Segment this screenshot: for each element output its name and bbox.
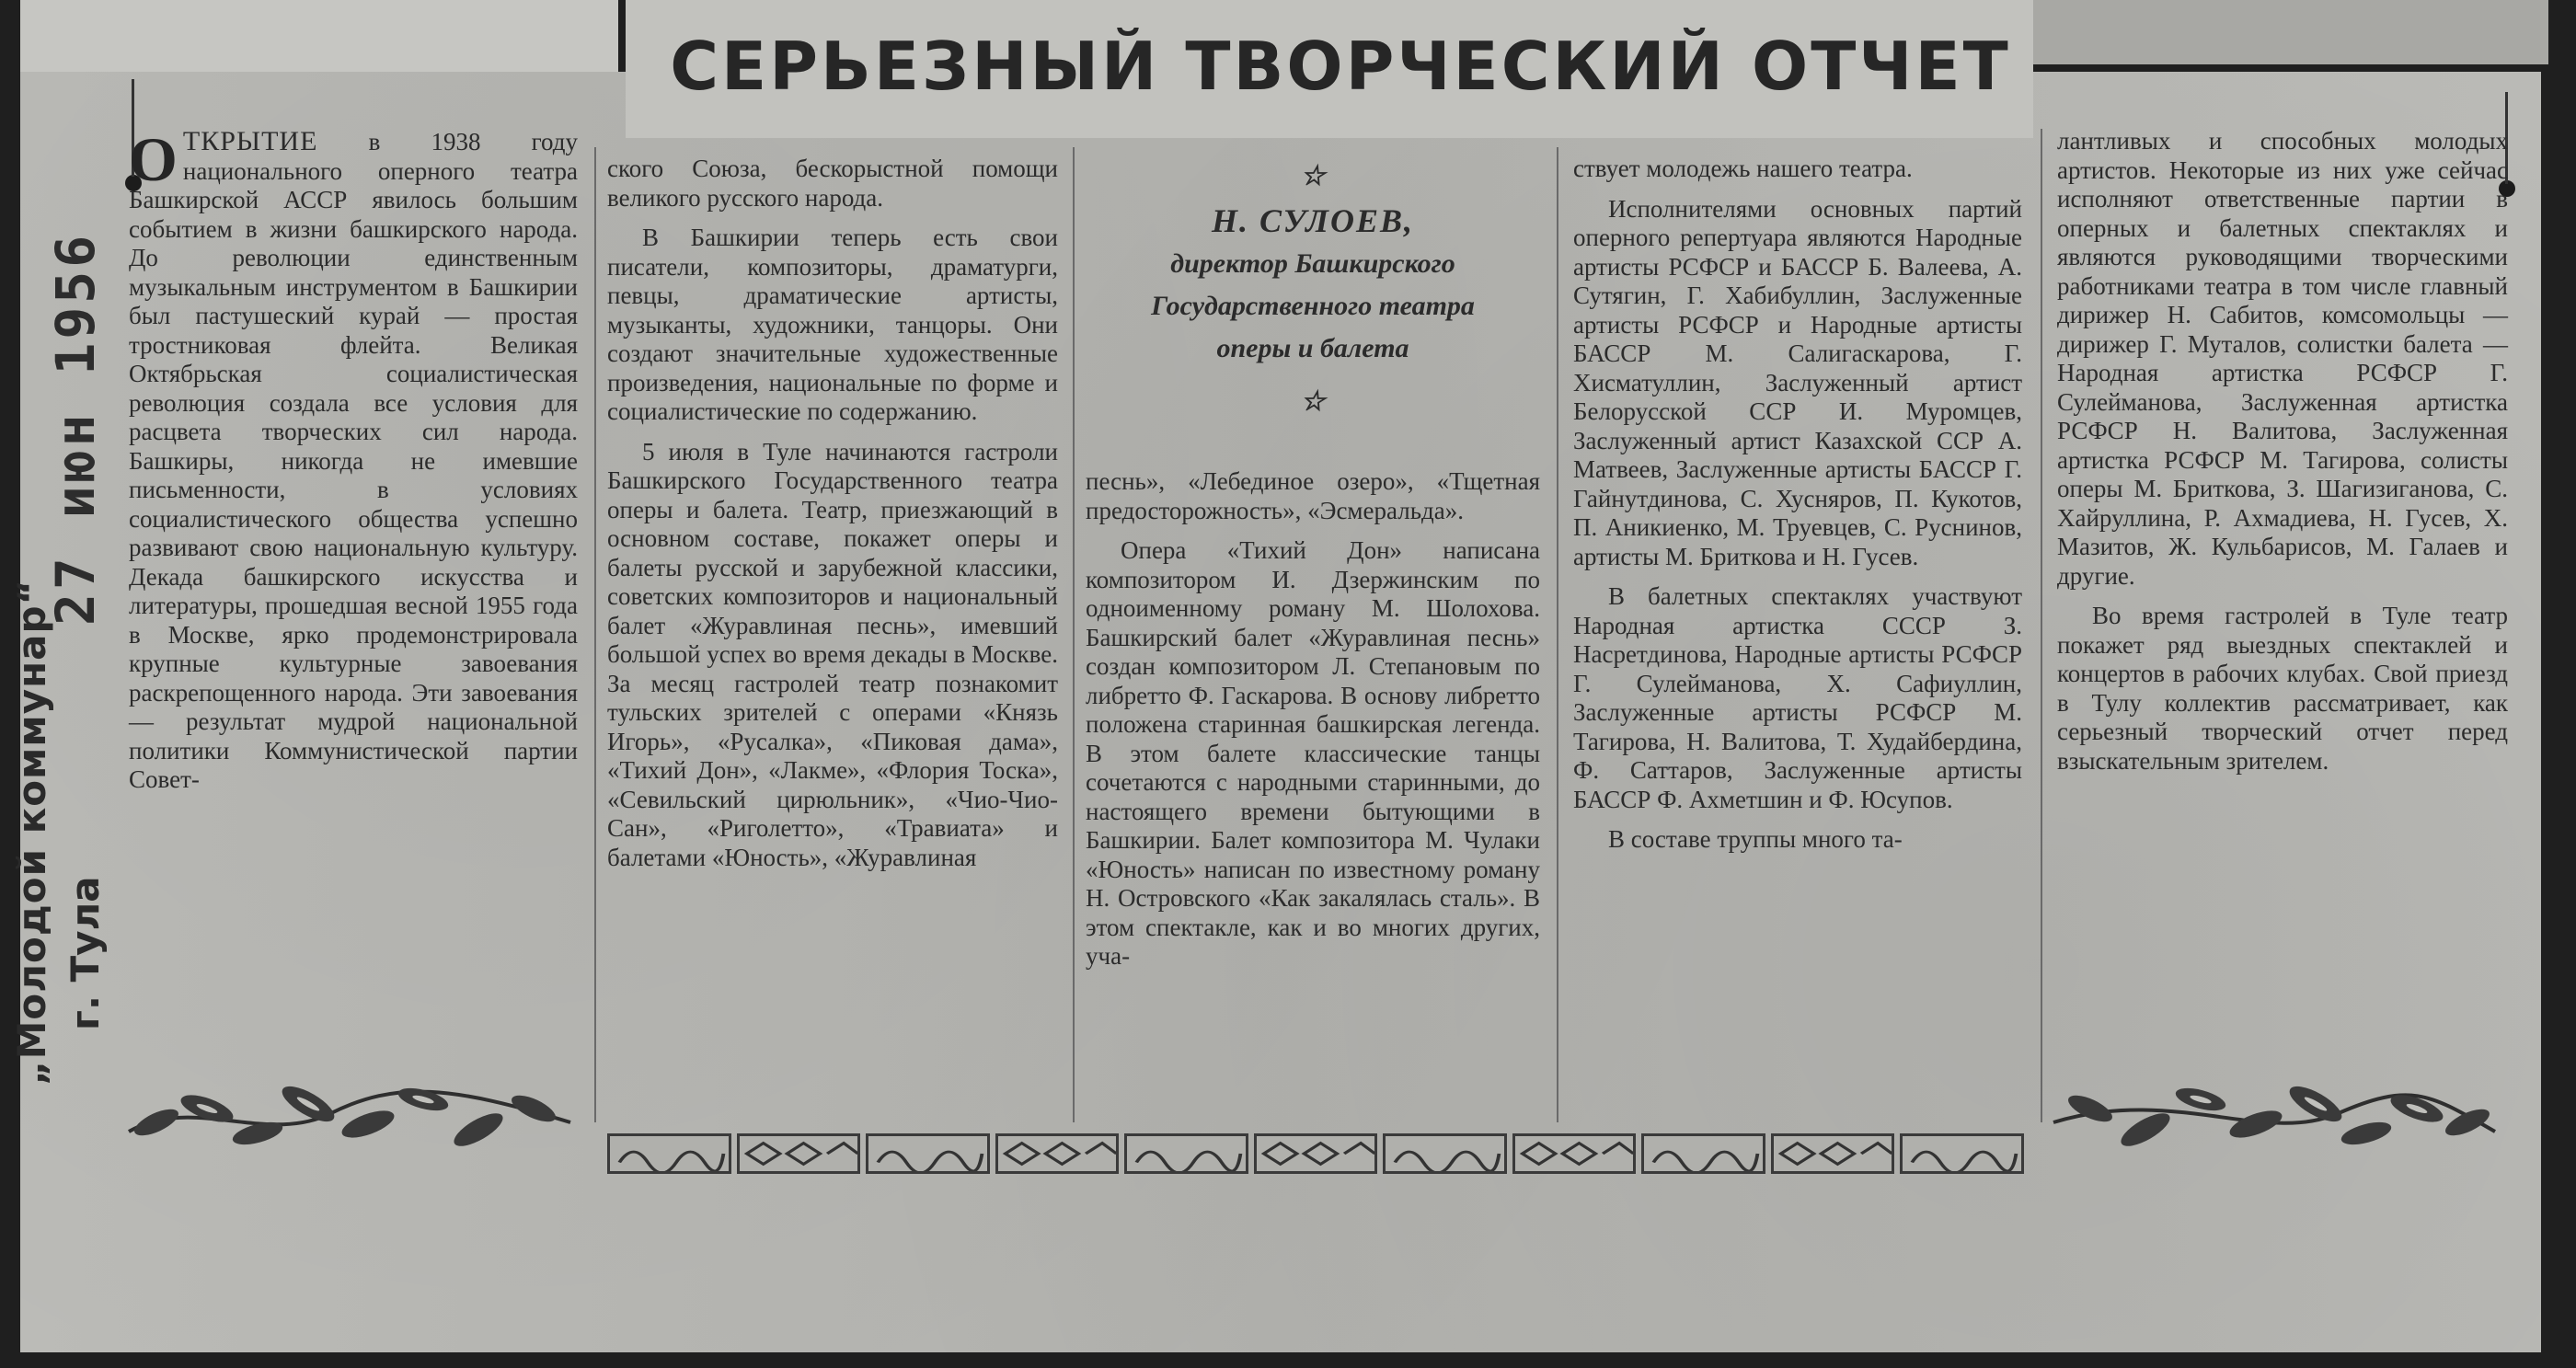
author-post-line-2: Государственного театра [1151,291,1475,321]
ornament-cell [1512,1133,1637,1174]
paragraph: Исполнителями основных партий оперного репертуара являются Народные артисты РСФСР и БАССР Б. Валеева, А. Сутягин, Г. Хабибуллин, Заслуженные артисты РСФСР и Народные артисты БАССР М. Салигаскарова, Г. Хисматуллин, Заслуженный артист Белорусской ССР И. Муромцев, Заслуженный артист Казахской ССР А. Матвеев, Заслуженные артисты БАССР Г. Гайнутдинова, С. Хусняров, П. Кукотов, П. Аникиенко, М. Труевцев, С. Руснинов, артисты М. Бриткова и Н. Гусев. [1573,194,2022,570]
column-rule-4 [2041,129,2042,1122]
paragraph: ского Союза, бескорыстной помощи великого русского народа. [607,155,1058,212]
ornament-cell [1641,1133,1765,1174]
ornament-cell [1254,1133,1378,1174]
ornament-cell [1124,1133,1248,1174]
ornament-cell [607,1133,731,1174]
paragraph: В составе труппы много та- [1608,825,1903,853]
ornament-cell [995,1133,1120,1174]
paragraph: В балетных спектаклях участвуют Народная артистка СССР З. Насретдинова, Народные артисты РСФСР Г. Сулейманова, Х. Сафиуллин, Заслуженные артисты РСФСР М. Тагирова, Н. Валитова, Т. Худайбердина, Ф. Саттаров, Заслуженные артисты БАССР Ф. Ахметшин и Ф. Юсупов. [1573,582,2022,813]
star-icon: ☆ [1300,386,1326,417]
author-post-line-3: оперы и балета [1216,333,1409,363]
paragraph: ствует молодежь нашего театра. [1573,155,1913,182]
ornament-cell [1900,1133,2024,1174]
ornament-cell [866,1133,990,1174]
column-rule-3 [1557,147,1558,1122]
clipping-edge-right [2033,0,2548,64]
article-column-2 [607,155,1058,872]
article-column-4 [1573,155,2022,855]
column-rule-2 [1073,147,1075,1122]
paragraph: в 1938 году национального оперного театра Башкирской АССР явилось большим событием в жизни башкирского народа. До революции единственным музыкальным инструментом в Башкирии был пастушеский курай — простая тростниковая флейта. Великая Октябрьская социалистическая революция создала все условия для расцвета творческих сил народа. Башкиры, никогда не имевшие письменности, в условиях социалистического общества успешно развивают свою национальную культуру. Декада башкирского искусства и литературы, прошедшая весной 1955 года в Москве, ярко продемонстрировала крупные культурные завоевания раскрепощенного народа. Эти завоевания — результат мудрой национальной политики Коммунистической партии Совет- [129,128,578,793]
article-column-1 [129,124,578,795]
author-post-line-1: директор Башкирского [1170,248,1455,279]
ornament-cell [737,1133,861,1174]
leaf-ornament-right [2044,1058,2504,1159]
column-rule-1 [594,147,596,1122]
ornament-cell [1383,1133,1507,1174]
ornament-cell [1771,1133,1895,1174]
headline: СЕРЬЕЗНЫЙ ТВОРЧЕСКИЙ ОТЧЕТ [670,28,2011,105]
article-column-3 [1086,467,1540,971]
paragraph: Во время гастролей в Туле театр покажет ряд выездных спектаклей и концертов в рабочих клубах. Свой приезд в Тулу коллектив рассматривает, как серьезный творческий отчет перед взыскательным зрителем. [2057,602,2508,775]
article-column-5 [2057,127,2508,776]
paragraph: В Башкирии теперь есть свои писатели, композиторы, драматурги, певцы, драматические артисты, музыканты, художники, танцоры. Они создают значительные художественные произведения, национальные по форме и социалистические по содержанию. [607,224,1058,425]
drop-cap: О [129,124,178,194]
paragraph: Опера «Тихий Дон» написана композитором И. Дзержинским по одноименному роману М. Шолохова. Башкирский балет «Журавлиная песнь» создан композитором Л. Степановым по либретто Ф. Гаскарова. В основу либретто положена старинная башкирская легенда. В этом балете классические танцы сочетаются с народными старинными, до настоящего времени бытующими в Башкирии. Балет композитора М. Чулаки «Юность» написан по известному роману Н. Островского «Как закалялась сталь». В этом спектакле, как и во многих других, уча- [1086,536,1540,970]
paragraph: песнь», «Лебединое озеро», «Тщетная предосторожность», «Эсмеральда». [1086,467,1540,524]
paragraph: 5 июля в Туле начинаются гастроли Башкирского Государственного театра оперы и балета. Театр, приезжающий в основном составе, покажет оперы и балеты русской и зарубежной классики, советских композиторов и национальный балет «Журавлиная песнь», имевший большой успех во время декады в Москве. За месяц гастролей театр познакомит тульских зрителей с операми «Князь Игорь», «Русалка», «Пиковая дама», «Тихий Дон», «Лакме», «Флория Тоска», «Севильский цирюльник», «Чио-Чио-Сан», «Риголетто», «Травиата» и балетами «Юность», «Журавлиная [607,437,1058,871]
city-stamp: г. Тула [63,876,108,1030]
paragraph: лантливых и способных молодых артистов. Некоторые из них уже сейчас исполняют ответственные партии в оперных и балетных спектаклях и являются руководящими творческими работниками театра в том числе главный дирижер Н. Сабитов, комсомольцы — дирижер Г. Муталов, солистки балета — Народная артистка РСФСР Г. Сулейманова, Заслуженная артистка РСФСР Н. Валитова, Заслуженная артистка РСФСР М. Тагирова, солисты оперы М. Бриткова, З. Шагизиганова, С. Хайруллина, Р. Ахмадиева, Н. Гусев, Х. Мазитов, Ж. Кульбарисов, М. Галаев и другие. [2057,127,2508,590]
ornament-band [607,1133,2024,1174]
newspaper-name-stamp: „Молодой коммунар“ [9,578,54,1086]
leaf-ornament-left [120,1058,580,1159]
byline [1086,155,1540,423]
author-name: Н. СУЛОЕВ, [1212,202,1414,239]
lead-word: ТКРЫТИЕ [182,126,318,156]
star-icon: ☆ [1300,161,1326,191]
date-stamp: 27 июн 1956 [44,231,107,626]
